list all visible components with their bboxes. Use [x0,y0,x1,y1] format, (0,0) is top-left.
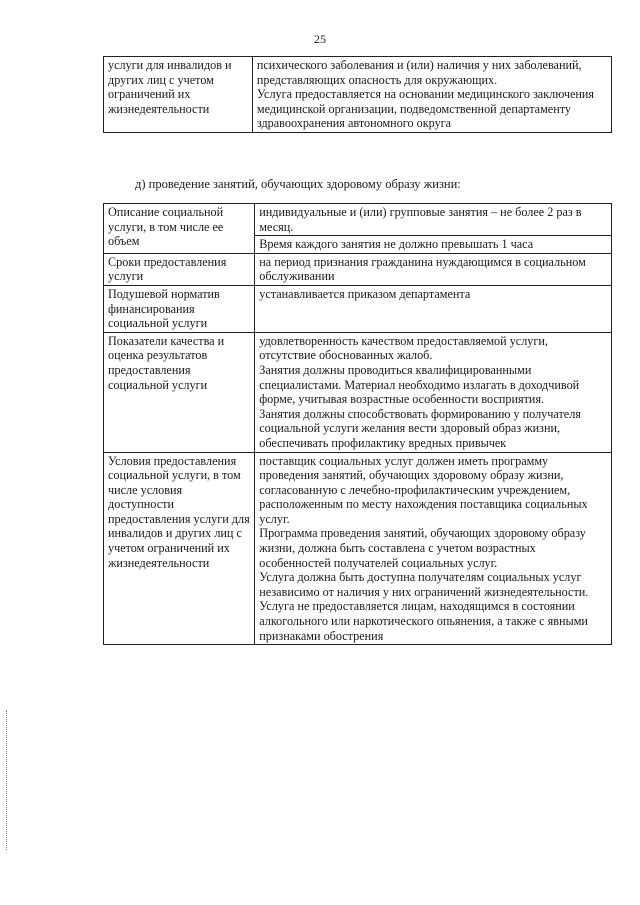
row-label: Сроки предоставления услуги [104,253,255,285]
continuation-table [103,56,612,133]
row-content [255,285,612,332]
table-row [104,332,612,452]
row-content [255,452,612,645]
paragraph: Занятия должны проводиться квалифицированными специалистами. Материал необходимо излагать в доходчивой форме, учитывая возрастные особенности восприятия. [259,362,580,407]
row-label: Подушевой норматив финансирования социальной услуги [104,285,255,332]
paragraph: удовлетворенность качеством предоставляемой услуги, отсутствие обоснованных жалоб. [259,333,548,363]
row-label: услуги для инвалидов и других лиц с учетом ограничений их жизнедеятельности [104,57,253,133]
paragraph: устанавливается приказом департамента [259,286,471,301]
table-row [104,253,612,285]
paragraph: Услуга предоставляется на основании медицинского заключения медицинской организации, подведомственной департаменту здравоохранения автономного округа [256,87,595,131]
row-label: Условия предоставления социальной услуги, в том числе условия доступности предоставления услуги для инвалидов и других лиц с учетом ограничений их жизнедеятельности [104,452,255,645]
table-row [104,204,612,254]
row-label: Описание социальной услуги, в том числе ее объем [104,204,255,254]
paragraph: Время каждого занятия не должно превышать 1 часа [255,235,611,253]
paragraph: индивидуальные и (или) групповые занятия – не более 2 раз в месяц. [259,205,582,234]
row-label: Показатели качества и оценка результатов предоставления социальной услуги [104,332,255,452]
paragraph: Услуга должна быть доступна получателям социальных услуг независимо от наличия у них ограничений жизнедеятельности. [259,570,589,599]
paragraph: психического заболевания и (или) наличия у них заболеваний, представляющих опасность для окружающих. [256,58,582,87]
table-row [104,452,612,645]
paragraph: на период признания гражданина нуждающимся в социальном обслуживании [259,254,586,284]
table-row [104,57,612,133]
paragraph: поставщик социальных услуг должен иметь программу проведения занятий, обучающих здоровому образу жизни, согласованную с лечебно-профилактическим учреждением, расположенным по месту нахождения поставщика социальных услуг. [259,453,588,526]
row-content [255,204,612,254]
paragraph: Занятия должны способствовать формированию у получателя социальной услуги желания вести здоровый образ жизни, обеспечивать профилактику вредных привычек [259,406,581,450]
row-content [252,57,611,133]
paragraph: Услуга не предоставляется лицам, находящимся в состоянии алкогольного или наркотического опьянения, а также с явными признаками обострения [259,599,588,643]
table-row [104,285,612,332]
row-content [255,332,612,452]
scan-binding-marks [6,710,9,850]
paragraph: Программа проведения занятий, обучающих здоровому образу жизни, должна быть составлена с учетом возрастных особенностей получателей социальных услуг. [259,526,586,570]
page-number: 25 [314,32,326,46]
service-table [103,203,612,645]
section-heading: д) проведение занятий, обучающих здоровому образу жизни: [135,177,461,191]
row-content [255,253,612,285]
